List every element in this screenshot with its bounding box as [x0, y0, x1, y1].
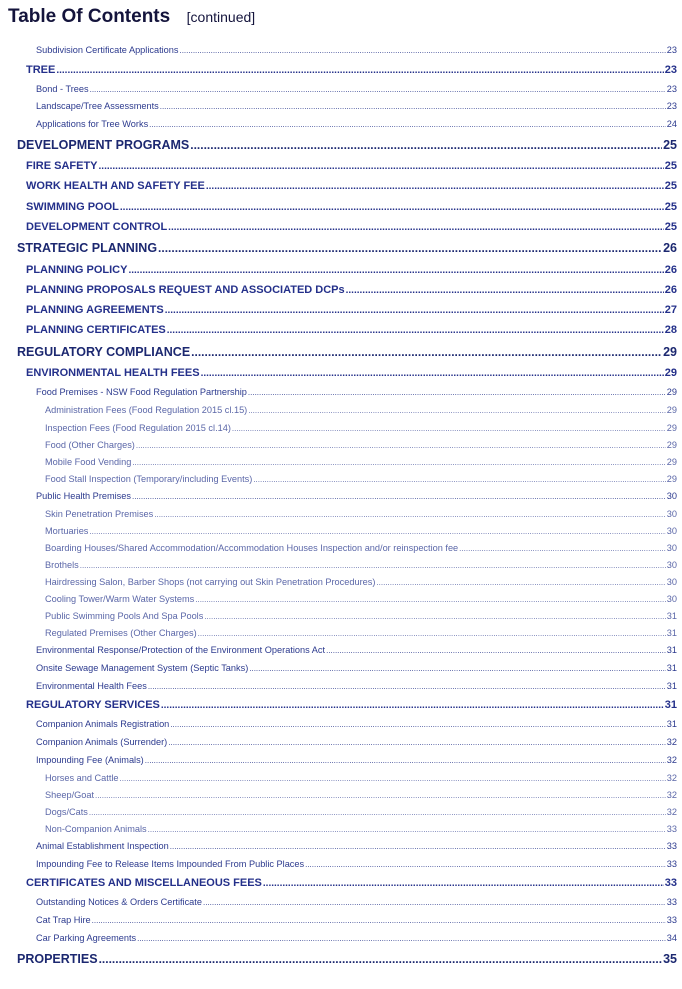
- dot-leader: [248, 407, 666, 415]
- dot-leader: [89, 528, 665, 536]
- dot-leader: [249, 665, 666, 673]
- toc-entry-page-number: 30: [666, 526, 677, 536]
- toc-entry-label: Public Swimming Pools And Spa Pools: [45, 611, 204, 621]
- toc-entry[interactable]: [45, 424, 677, 433]
- dot-leader: [99, 162, 664, 172]
- toc-entry[interactable]: [26, 700, 677, 711]
- toc-entry-page-number: 25: [664, 160, 677, 172]
- toc-entry[interactable]: [36, 860, 677, 869]
- toc-entry-page-number: 25: [664, 221, 677, 233]
- toc-entry[interactable]: [26, 325, 677, 336]
- toc-entry-label: Horses and Cattle: [45, 773, 119, 783]
- toc-entry[interactable]: [26, 222, 677, 233]
- toc-entry-label: Food (Other Charges): [45, 440, 135, 450]
- toc-entry[interactable]: [45, 774, 677, 783]
- toc-entry-label: Impounding Fee to Release Items Impounded From Public Places: [36, 859, 305, 869]
- toc-entry-page-number: 25: [663, 138, 677, 152]
- toc-entry[interactable]: [45, 595, 677, 604]
- toc-entry-label: STRATEGIC PLANNING: [17, 241, 158, 255]
- toc-entry-label: Subdivision Certificate Applications: [36, 45, 179, 55]
- dot-leader: [346, 286, 664, 296]
- dot-leader: [137, 935, 666, 943]
- dot-leader: [160, 103, 666, 111]
- toc-entry-page-number: 30: [666, 543, 677, 553]
- toc-entry[interactable]: [17, 953, 677, 966]
- toc-entry-label: Applications for Tree Works: [36, 119, 149, 129]
- toc-entry[interactable]: [36, 646, 677, 655]
- dot-leader: [136, 442, 666, 450]
- toc-entry-page-number: 29: [666, 474, 677, 484]
- toc-entry-label: CERTIFICATES AND MISCELLANEOUS FEES: [26, 877, 262, 889]
- toc-entry-label: REGULATORY COMPLIANCE: [17, 345, 191, 359]
- toc-entry-page-number: 32: [666, 807, 677, 817]
- toc-entry[interactable]: [26, 65, 677, 76]
- toc-entry-label: Cat Trap Hire: [36, 915, 91, 925]
- toc-entry[interactable]: [45, 458, 677, 467]
- toc-entry-page-number: 29: [666, 423, 677, 433]
- continued-note: [continued]: [186, 9, 256, 25]
- toc-entry-label: Regulated Premises (Other Charges): [45, 628, 197, 638]
- toc-entry-label: FIRE SAFETY: [26, 160, 98, 172]
- toc-entry-page-number: 30: [666, 594, 677, 604]
- toc-entry[interactable]: [45, 825, 677, 834]
- toc-entry-page-number: 31: [666, 663, 677, 673]
- toc-entry-page-number: 26: [664, 284, 677, 296]
- toc-entry-label: Boarding Houses/Shared Accommodation/Accommodation Houses Inspection and/or reinspection fee: [45, 543, 459, 553]
- toc-entry-label: Inspection Fees (Food Regulation 2015 cl.14): [45, 423, 231, 433]
- toc-entry[interactable]: [36, 102, 677, 111]
- toc-entry-page-number: 23: [664, 64, 677, 76]
- toc-entry-page-number: 26: [663, 241, 677, 255]
- toc-entry-label: Dogs/Cats: [45, 807, 88, 817]
- toc-entry[interactable]: [45, 612, 677, 621]
- toc-entry-label: Landscape/Tree Assessments: [36, 101, 159, 111]
- dot-leader: [170, 843, 666, 851]
- toc-entry-page-number: 25: [664, 201, 677, 213]
- dot-leader: [80, 562, 666, 570]
- dot-leader: [92, 917, 666, 925]
- toc-entry-label: Cooling Tower/Warm Water Systems: [45, 594, 195, 604]
- toc-entry-label: Bond - Trees: [36, 84, 89, 94]
- dot-leader: [168, 223, 664, 233]
- dot-leader: [248, 389, 666, 397]
- toc-entry-page-number: 24: [666, 119, 677, 129]
- toc-entry[interactable]: [45, 561, 677, 570]
- dot-leader: [161, 701, 664, 711]
- toc-entry-label: TREE: [26, 64, 56, 76]
- toc-entry[interactable]: [26, 285, 677, 296]
- toc-entry-label: Animal Establishment Inspection: [36, 841, 169, 851]
- toc-entry[interactable]: [26, 368, 677, 379]
- dot-leader: [120, 775, 666, 783]
- toc-entry-label: Public Health Premises: [36, 491, 131, 501]
- dot-leader: [167, 326, 664, 336]
- toc-entry-label: WORK HEALTH AND SAFETY FEE: [26, 180, 205, 192]
- toc-entry-page-number: 31: [664, 699, 677, 711]
- toc-entry-label: Food Premises - NSW Food Regulation Partnership: [36, 387, 247, 397]
- toc-entry[interactable]: [26, 202, 677, 213]
- toc-entry-label: Hairdressing Salon, Barber Shops (not carrying out Skin Penetration Procedures): [45, 577, 376, 587]
- dot-leader: [158, 242, 662, 254]
- toc-entry-label: Outstanding Notices & Orders Certificate: [36, 897, 202, 907]
- toc-entry[interactable]: [45, 527, 677, 536]
- toc-entry-page-number: 31: [666, 611, 677, 621]
- toc-entry-page-number: 32: [666, 790, 677, 800]
- toc-entry-label: Skin Penetration Premises: [45, 509, 154, 519]
- dot-leader: [90, 86, 666, 94]
- toc-entry[interactable]: [45, 406, 677, 415]
- toc-entry-label: Sheep/Goat: [45, 790, 95, 800]
- toc-entry-page-number: 30: [666, 560, 677, 570]
- toc-entry-page-number: 31: [666, 719, 677, 729]
- toc-entry-label: Brothels: [45, 560, 79, 570]
- dot-leader: [203, 899, 666, 907]
- toc-entry[interactable]: [36, 388, 677, 397]
- toc-entry-page-number: 35: [663, 952, 677, 966]
- toc-entry-page-number: 29: [663, 345, 677, 359]
- toc-entry[interactable]: [45, 544, 677, 553]
- toc-entry-page-number: 34: [666, 933, 677, 943]
- toc-entry-label: PLANNING PROPOSALS REQUEST AND ASSOCIATED DCPs: [26, 284, 345, 296]
- dot-leader: [206, 182, 664, 192]
- dot-leader: [132, 459, 665, 467]
- dot-leader: [232, 425, 666, 433]
- toc-entry-label: PLANNING POLICY: [26, 264, 128, 276]
- toc-entry-page-number: 32: [666, 737, 677, 747]
- toc-entry-page-number: 31: [666, 645, 677, 655]
- toc-entry[interactable]: [36, 120, 677, 129]
- toc-entry-page-number: 29: [666, 387, 677, 397]
- toc-entry-label: Environmental Health Fees: [36, 681, 147, 691]
- toc-entry[interactable]: [45, 475, 677, 484]
- dot-leader: [198, 630, 666, 638]
- toc-entry-page-number: 28: [664, 324, 677, 336]
- toc-entry-label: Environmental Response/Protection of the Environment Operations Act: [36, 645, 326, 655]
- toc-entry-label: Car Parking Agreements: [36, 933, 137, 943]
- toc-entry-label: REGULATORY SERVICES: [26, 699, 160, 711]
- toc-entry[interactable]: [36, 46, 677, 55]
- toc-entry[interactable]: [36, 738, 677, 747]
- dot-leader: [56, 66, 663, 76]
- dot-leader: [148, 683, 666, 691]
- toc-entry-label: PLANNING AGREEMENTS: [26, 304, 164, 316]
- toc-entry[interactable]: [45, 510, 677, 519]
- toc-entry[interactable]: [17, 346, 677, 359]
- toc-entry-page-number: 31: [666, 681, 677, 691]
- toc-entry-page-number: 30: [666, 509, 677, 519]
- dot-leader: [201, 369, 664, 379]
- toc-entry[interactable]: [26, 265, 677, 276]
- toc-entry[interactable]: [36, 492, 677, 501]
- toc-entry[interactable]: [26, 878, 677, 889]
- toc-entry-page-number: 27: [664, 304, 677, 316]
- toc-entry-page-number: 26: [664, 264, 677, 276]
- dot-leader: [305, 861, 666, 869]
- dot-leader: [204, 613, 665, 621]
- toc-entry[interactable]: [17, 139, 677, 152]
- dot-leader: [154, 511, 666, 519]
- toc-entry-page-number: 32: [666, 755, 677, 765]
- toc-entry-page-number: 33: [666, 915, 677, 925]
- dot-leader: [191, 346, 662, 358]
- dot-leader: [459, 545, 666, 553]
- toc-entry-page-number: 33: [666, 897, 677, 907]
- dot-leader: [165, 306, 664, 316]
- toc-entry[interactable]: [36, 720, 677, 729]
- toc-entry-label: Administration Fees (Food Regulation 2015 cl.15): [45, 405, 248, 415]
- toc-entry-label: ENVIRONMENTAL HEALTH FEES: [26, 367, 200, 379]
- toc-entry-label: Mortuaries: [45, 526, 89, 536]
- toc-entry[interactable]: [36, 916, 677, 925]
- dot-leader: [170, 721, 665, 729]
- toc-entry-label: Mobile Food Vending: [45, 457, 132, 467]
- toc-entry-page-number: 32: [666, 773, 677, 783]
- toc-entry-page-number: 23: [666, 45, 677, 55]
- toc-entry-label: Impounding Fee (Animals): [36, 755, 144, 765]
- dot-leader: [376, 579, 665, 587]
- toc-entry-page-number: 33: [666, 841, 677, 851]
- toc-entry[interactable]: [45, 791, 677, 800]
- toc-entry-label: Companion Animals Registration: [36, 719, 170, 729]
- dot-leader: [179, 47, 665, 55]
- dot-leader: [89, 809, 666, 817]
- toc-entry-label: Food Stall Inspection (Temporary/including Events): [45, 474, 253, 484]
- toc-entry[interactable]: [36, 842, 677, 851]
- toc-entry[interactable]: [45, 629, 677, 638]
- toc-entry-label: DEVELOPMENT CONTROL: [26, 221, 168, 233]
- toc-entry[interactable]: [36, 756, 677, 765]
- dot-leader: [99, 953, 663, 965]
- toc-entry-page-number: 29: [666, 457, 677, 467]
- page-title: Table Of Contents: [8, 6, 171, 27]
- dot-leader: [168, 739, 666, 747]
- dot-leader: [253, 476, 665, 484]
- toc-entry-page-number: 30: [666, 491, 677, 501]
- toc-entry-label: Non-Companion Animals: [45, 824, 147, 834]
- toc-entry-label: DEVELOPMENT PROGRAMS: [17, 138, 190, 152]
- toc-entry-label: Onsite Sewage Management System (Septic Tanks): [36, 663, 249, 673]
- dot-leader: [120, 203, 664, 213]
- toc-entry[interactable]: [26, 181, 677, 192]
- toc-entry[interactable]: [26, 161, 677, 172]
- toc-entry-page-number: 31: [666, 628, 677, 638]
- dot-leader: [128, 266, 663, 276]
- dot-leader: [195, 596, 666, 604]
- toc-entry-page-number: 29: [666, 440, 677, 450]
- toc-entry-page-number: 29: [666, 405, 677, 415]
- toc-entry-page-number: 33: [664, 877, 677, 889]
- dot-leader: [190, 139, 662, 151]
- dot-leader: [326, 647, 666, 655]
- toc-entry-page-number: 33: [666, 859, 677, 869]
- toc-entry-page-number: 23: [666, 101, 677, 111]
- toc-entry-label: Companion Animals (Surrender): [36, 737, 168, 747]
- dot-leader: [149, 121, 666, 129]
- dot-leader: [132, 493, 666, 501]
- toc-entry-label: PLANNING CERTIFICATES: [26, 324, 166, 336]
- toc-entry-label: PROPERTIES: [17, 952, 98, 966]
- toc-entry[interactable]: [17, 242, 677, 255]
- dot-leader: [148, 826, 666, 834]
- toc-entry-label: SWIMMING POOL: [26, 201, 119, 213]
- toc-entry-page-number: 23: [666, 84, 677, 94]
- dot-leader: [145, 757, 666, 765]
- toc-entry-page-number: 30: [666, 577, 677, 587]
- toc-entry-page-number: 25: [664, 180, 677, 192]
- toc-entry[interactable]: [45, 578, 677, 587]
- toc-entry[interactable]: [45, 808, 677, 817]
- toc-entry[interactable]: [36, 682, 677, 691]
- toc-entry[interactable]: [36, 85, 677, 94]
- toc-entry[interactable]: [26, 305, 677, 316]
- toc-entry[interactable]: [36, 898, 677, 907]
- dot-leader: [95, 792, 666, 800]
- toc-entry[interactable]: [45, 441, 677, 450]
- toc-entry[interactable]: [36, 664, 677, 673]
- toc-entry-page-number: 29: [664, 367, 677, 379]
- toc-entry-page-number: 33: [666, 824, 677, 834]
- dot-leader: [263, 879, 664, 889]
- toc-entry[interactable]: [36, 934, 677, 943]
